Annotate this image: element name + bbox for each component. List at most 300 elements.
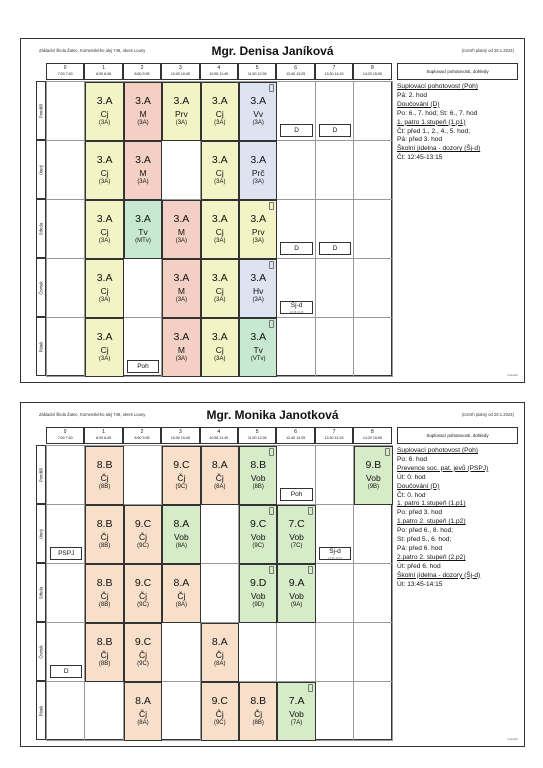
lesson-subject: Čj <box>138 709 147 719</box>
duty-detail: Pá: před 3. hod <box>397 136 443 144</box>
lesson-subject: Cj <box>215 227 224 237</box>
grid-cell <box>46 681 85 741</box>
side-panel <box>397 83 522 163</box>
day-label <box>36 445 46 504</box>
lesson-cell[interactable] <box>124 505 162 564</box>
period-header <box>46 63 84 80</box>
teacher-name: Mgr. Denisa Janíková <box>211 44 334 58</box>
lesson-cell[interactable] <box>201 682 239 741</box>
duty-marker[interactable] <box>280 124 312 137</box>
lesson-group: (3A) <box>175 120 188 126</box>
lesson-cell[interactable] <box>201 141 239 200</box>
lesson-cell[interactable] <box>239 82 277 141</box>
day-label <box>36 504 46 563</box>
duty-heading: Doučování (D) <box>397 482 440 490</box>
duty-heading: 1.patro 2. stupeň (1.p2) <box>397 518 466 526</box>
grid-cell <box>123 258 162 318</box>
lesson-cell[interactable] <box>162 259 200 318</box>
grid-cell <box>353 563 392 623</box>
lesson-cell[interactable] <box>124 141 162 200</box>
lesson-subject: Čj <box>177 473 186 483</box>
lesson-class: 9.C <box>211 695 228 707</box>
grid-cell <box>353 622 392 682</box>
brand-logo: bakaláři <box>507 737 518 741</box>
lesson-group: (7A) <box>290 720 303 726</box>
lesson-subject: Cj <box>215 168 224 178</box>
lesson-cell[interactable] <box>124 682 162 741</box>
lesson-cell[interactable] <box>162 505 200 564</box>
lesson-subject: Čj <box>100 532 109 542</box>
lesson-class: 3.A <box>173 213 190 225</box>
period-number: 5 <box>255 65 259 71</box>
duty-label: D <box>332 245 338 252</box>
grid-cell <box>353 317 392 377</box>
day-label <box>36 622 46 681</box>
lesson-subject: Cj <box>215 109 224 119</box>
lesson-subject: M <box>139 168 147 178</box>
validity-date: (rozvrh platný od 29.1.2024) <box>461 412 514 417</box>
duty-detail: Út: před 6. hod <box>397 562 441 570</box>
grid-cell <box>46 81 85 141</box>
lesson-class: 3.A <box>211 95 228 107</box>
lesson-cell[interactable] <box>124 82 162 141</box>
period-header <box>200 427 238 444</box>
grid-cell <box>46 258 85 318</box>
period-header <box>84 427 122 444</box>
lesson-subject: Hv <box>253 286 264 296</box>
lesson-group: (3A) <box>98 297 111 303</box>
period-time: 7:00 7:40 <box>57 436 73 440</box>
lesson-cell[interactable] <box>85 446 123 505</box>
period-number: 8 <box>370 65 374 71</box>
lesson-subject: Vob <box>250 532 266 542</box>
side-panel <box>397 447 522 590</box>
duty-detail: Pá: 2. hod <box>397 91 428 99</box>
timetable-card <box>20 402 525 747</box>
grid-cell <box>200 563 239 623</box>
lesson-subject: Čj <box>100 473 109 483</box>
duty-time: 12:45 13:15 <box>289 311 304 314</box>
lesson-class: 9.D <box>250 577 267 589</box>
timetable-header <box>21 403 524 427</box>
duty-detail: Čt: 12:45-13:15 <box>397 154 443 162</box>
lesson-cell[interactable] <box>124 623 162 682</box>
lesson-cell[interactable] <box>85 259 123 318</box>
lesson-subject: Cj <box>100 227 109 237</box>
lesson-group: (8A) <box>175 543 188 549</box>
grid-cell <box>200 504 239 564</box>
lesson-cell[interactable] <box>162 82 200 141</box>
lesson-group: (VTv) <box>250 356 266 362</box>
lesson-class: 9.A <box>288 577 305 589</box>
lesson-cell[interactable] <box>162 564 200 623</box>
period-header <box>238 63 276 80</box>
period-number: 7 <box>332 65 336 71</box>
validity-date: (rozvrh platný od 29.1.2024) <box>461 48 514 53</box>
lesson-cell[interactable] <box>277 505 315 564</box>
duty-label: Poh <box>137 363 149 370</box>
lesson-cell[interactable] <box>162 446 200 505</box>
grid-cell <box>315 681 354 741</box>
duty-marker[interactable] <box>280 488 312 501</box>
lesson-subject: Vob <box>250 473 266 483</box>
duty-heading: Doučování (D) <box>397 100 440 108</box>
lesson-class: 3.A <box>250 213 267 225</box>
school-name: Základní škola Žatec, Komenského alej 749, okres Louny <box>39 412 146 417</box>
lesson-class: 9.C <box>134 577 152 589</box>
duty-heading: 2.patro 2. stupeň (2.p2) <box>397 553 466 561</box>
period-number: 4 <box>217 429 221 435</box>
lesson-cell[interactable] <box>277 564 315 623</box>
day-label <box>36 81 46 140</box>
lesson-cell[interactable] <box>85 564 123 623</box>
lesson-class: 9.C <box>134 518 152 530</box>
grid-cell <box>276 317 315 377</box>
grid-cell <box>315 445 354 505</box>
lesson-cell[interactable] <box>85 141 123 200</box>
lesson-cell[interactable] <box>277 682 315 741</box>
duty-label: Poh <box>290 491 303 498</box>
grid-cell <box>315 258 354 318</box>
grid-cell <box>315 622 354 682</box>
lesson-class: 8.A <box>211 459 228 471</box>
day-name: Středa <box>38 222 44 235</box>
lesson-subject: Cj <box>100 109 109 119</box>
lesson-class: 3.A <box>96 95 113 107</box>
brand-logo: bakaláři <box>507 373 518 377</box>
lesson-subject: Čj <box>100 650 109 660</box>
lesson-subject: Cj <box>100 345 109 355</box>
duty-detail: Po: před 6., 8. hod; <box>397 527 454 535</box>
lesson-group: (9A) <box>290 602 303 608</box>
period-number: 5 <box>255 429 259 435</box>
duty-detail: Po: 6. hod <box>397 455 428 463</box>
duty-heading: Suplovací pohotovost (Poh) <box>397 83 479 90</box>
lesson-group: (3A) <box>252 238 264 244</box>
grid-cell <box>238 622 277 682</box>
day-name: Pondělí <box>38 103 44 118</box>
period-time: 14:20 15:05 <box>362 436 382 440</box>
lesson-group: (3A) <box>98 356 111 362</box>
lesson-group: (8A) <box>175 602 188 608</box>
duty-detail: Út: 13:45-14:15 <box>397 580 443 588</box>
grid-cell <box>353 681 392 741</box>
lesson-class: 8.B <box>96 518 113 530</box>
lesson-cell[interactable] <box>239 200 277 259</box>
period-header <box>200 63 238 80</box>
lesson-cell[interactable] <box>85 82 123 141</box>
lesson-class: 9.B <box>365 459 382 471</box>
lesson-group: (3A) <box>252 179 264 185</box>
lesson-subject: Cj <box>215 345 224 355</box>
timetable-header <box>21 39 524 63</box>
lesson-group: (9C) <box>137 543 149 549</box>
lesson-class: 3.A <box>135 95 151 107</box>
lesson-class: 3.A <box>135 213 151 225</box>
duty-heading: Suplovací pohotovost (Poh) <box>397 447 479 454</box>
duty-marker[interactable] <box>319 124 351 137</box>
lesson-class: 8.B <box>250 459 267 471</box>
pin-icon <box>269 261 274 269</box>
lesson-class: 3.A <box>96 272 113 284</box>
lesson-class: 3.A <box>250 272 267 284</box>
duty-heading: Školní jídelna - dozory (Šj-d) <box>397 571 481 579</box>
lesson-group: (3A) <box>214 356 226 362</box>
grid-cell <box>161 140 200 200</box>
lesson-subject: Čj <box>138 650 147 660</box>
duty-label: D <box>294 245 299 252</box>
lesson-group: (3A) <box>175 356 188 362</box>
period-time: 13:30 14:15 <box>324 72 344 76</box>
lesson-cell[interactable] <box>162 200 200 259</box>
duty-label: D <box>332 127 338 134</box>
lesson-cell[interactable] <box>85 318 123 377</box>
lesson-group: (9C) <box>137 661 149 667</box>
period-header <box>161 427 199 444</box>
lesson-cell[interactable] <box>239 682 277 741</box>
pin-icon <box>385 448 390 456</box>
duty-detail: Pá: před 6. hod <box>397 544 443 552</box>
lesson-group: (8B) <box>98 661 111 667</box>
pin-icon <box>308 566 313 574</box>
lesson-cell[interactable] <box>201 446 239 505</box>
lesson-class: 3.A <box>173 95 190 107</box>
lesson-subject: Vob <box>250 591 266 601</box>
pin-icon <box>269 566 274 574</box>
day-name: Pátek <box>38 341 44 352</box>
duty-marker[interactable] <box>50 665 82 678</box>
lesson-class: 7.A <box>288 695 305 707</box>
lesson-subject: Čj <box>138 591 147 601</box>
lesson-cell[interactable] <box>124 564 162 623</box>
lesson-group: (3A) <box>137 120 149 126</box>
lesson-subject: Čj <box>215 709 224 719</box>
lesson-group: (3A) <box>214 297 226 303</box>
period-time: 10:00 10:45 <box>170 436 190 440</box>
lesson-class: 8.A <box>211 636 228 648</box>
duty-detail: Po: 6., 7. hod; St: 6., 7. hod <box>397 109 478 117</box>
period-header <box>84 63 122 80</box>
grid-cell <box>276 622 315 682</box>
lesson-group: (9C) <box>213 720 226 726</box>
day-label <box>36 563 46 622</box>
period-time: 8:00 8:45 <box>96 72 112 76</box>
period-header <box>353 427 391 444</box>
duty-marker[interactable] <box>319 547 351 560</box>
lesson-subject: Čj <box>215 650 224 660</box>
lesson-class: 8.B <box>96 636 113 648</box>
side-panel-header: Suplovací pohotovosti, dohledy <box>397 63 518 80</box>
lesson-cell[interactable] <box>85 200 123 259</box>
lesson-class: 3.A <box>250 95 267 107</box>
day-name: Pátek <box>38 705 44 716</box>
duty-heading: 1. patro 1.stupeň (1.p1) <box>397 118 466 126</box>
period-time: 14:20 15:05 <box>362 72 382 76</box>
period-header <box>46 427 84 444</box>
day-name: Čtvrtek <box>38 280 44 295</box>
lesson-class: 8.A <box>173 577 190 589</box>
lesson-cell[interactable] <box>201 259 239 318</box>
period-time: 12:40 13:25 <box>286 72 306 76</box>
lesson-class: 9.C <box>250 518 267 530</box>
lesson-subject: Čj <box>100 591 109 601</box>
lesson-cell[interactable] <box>239 446 277 505</box>
period-time: 11:50 12:35 <box>247 72 267 76</box>
lesson-subject: Cj <box>215 286 224 296</box>
lesson-cell[interactable] <box>239 318 277 377</box>
lesson-group: (7C) <box>290 543 303 549</box>
lesson-subject: Čj <box>254 709 263 719</box>
duty-heading: Školní jídelna - dozory (Šj-d) <box>397 145 481 153</box>
period-time: 10:55 11:40 <box>209 436 229 440</box>
lesson-cell[interactable] <box>124 200 162 259</box>
period-time: 13:30 14:15 <box>324 436 344 440</box>
lesson-cell[interactable] <box>201 200 239 259</box>
lesson-cell[interactable] <box>201 623 239 682</box>
period-header <box>353 63 391 80</box>
day-label <box>36 681 46 740</box>
period-number: 6 <box>294 65 297 71</box>
period-header <box>238 427 276 444</box>
lesson-subject: Vob <box>366 473 381 483</box>
lesson-subject: Prč <box>251 168 265 178</box>
period-number: 1 <box>102 429 105 435</box>
period-time: 8:00 8:45 <box>96 436 112 440</box>
grid-cell <box>353 81 392 141</box>
period-header <box>315 63 353 80</box>
pin-icon <box>308 684 313 692</box>
period-number: 4 <box>217 65 221 71</box>
period-number: 1 <box>102 65 105 71</box>
lesson-subject: Čj <box>138 532 147 542</box>
lesson-cell[interactable] <box>85 623 123 682</box>
lesson-class: 3.A <box>211 331 228 343</box>
grid-cell <box>161 681 200 741</box>
side-panel-header: Suplovací pohotovosti, dohledy <box>397 427 518 444</box>
lesson-group: (8A) <box>214 661 226 667</box>
lesson-class: 3.A <box>135 154 151 166</box>
duty-heading: Prevence soc. pat. jevů (PSPJ) <box>397 464 489 472</box>
lesson-class: 9.C <box>134 636 152 648</box>
lesson-group: (3A) <box>98 179 111 185</box>
grid-cell <box>315 140 354 200</box>
grid-cell <box>46 317 85 377</box>
lesson-subject: Vob <box>174 532 189 542</box>
lesson-cell[interactable] <box>85 505 123 564</box>
lesson-subject: M <box>177 286 185 296</box>
duty-label: D <box>63 668 69 675</box>
lesson-subject: Vob <box>289 532 304 542</box>
period-number: 3 <box>178 429 182 435</box>
duty-detail: St: před 5., 6. hod; <box>397 536 452 544</box>
lesson-class: 3.A <box>96 331 113 343</box>
teacher-name: Mgr. Monika Janotková <box>206 408 339 422</box>
grid-cell <box>353 199 392 259</box>
day-label <box>36 199 46 258</box>
lesson-class: 7.C <box>288 518 305 530</box>
lesson-cell[interactable] <box>239 141 277 200</box>
lesson-group: (3A) <box>98 120 111 126</box>
period-time: 12:40 13:25 <box>286 436 306 440</box>
duty-heading: 1. patro 1.stupeň (1.p1) <box>397 500 466 508</box>
lesson-subject: Čj <box>215 473 224 483</box>
period-number: 2 <box>140 429 144 435</box>
period-header <box>123 427 161 444</box>
duty-label: PSPJ <box>58 550 75 557</box>
duty-marker[interactable] <box>50 547 82 560</box>
lesson-class: 8.B <box>250 695 267 707</box>
period-time: 11:50 12:35 <box>247 436 267 440</box>
lesson-cell[interactable] <box>239 505 277 564</box>
lesson-cell[interactable] <box>201 318 239 377</box>
lesson-cell[interactable] <box>239 259 277 318</box>
duty-detail: Po: před 3. hod <box>397 509 443 517</box>
grid-cell <box>46 140 85 200</box>
duty-marker[interactable] <box>319 242 351 255</box>
lesson-group: (8B) <box>252 720 264 726</box>
lesson-group: (8A) <box>137 720 149 726</box>
lesson-class: 8.A <box>173 518 190 530</box>
duty-detail: Út: 0. hod <box>397 473 426 481</box>
period-header <box>161 63 199 80</box>
period-header <box>315 427 353 444</box>
lesson-subject: Vob <box>289 591 304 601</box>
lesson-subject: Čj <box>177 591 186 601</box>
period-time: 8:50 9:35 <box>134 436 150 440</box>
lesson-class: 3.A <box>173 272 190 284</box>
lesson-group: (3A) <box>214 179 226 185</box>
lesson-class: 3.A <box>96 154 113 166</box>
duty-marker[interactable] <box>127 360 159 373</box>
lesson-class: 8.B <box>96 577 113 589</box>
timetable-grid <box>46 445 392 740</box>
period-time: 7:00 7:40 <box>57 72 73 76</box>
lesson-subject: Tv <box>138 227 148 237</box>
lesson-cell[interactable] <box>162 318 200 377</box>
period-header <box>276 63 314 80</box>
lesson-subject: Tv <box>253 345 263 355</box>
timetable-card <box>20 38 525 383</box>
lesson-group: (MTv) <box>135 238 151 244</box>
duty-marker[interactable] <box>280 301 312 314</box>
day-name: Pondělí <box>38 467 44 482</box>
grid-cell <box>46 445 85 505</box>
pin-icon <box>269 202 274 210</box>
lesson-group: (8A) <box>214 484 226 490</box>
lesson-class: 3.A <box>211 272 228 284</box>
duty-marker[interactable] <box>280 242 312 255</box>
grid-cell <box>353 140 392 200</box>
period-number: 3 <box>178 65 182 71</box>
pin-icon <box>269 320 274 328</box>
lesson-subject: Vob <box>289 709 304 719</box>
grid-cell <box>84 681 123 741</box>
duty-detail: Čt: 0. hod <box>397 491 426 499</box>
lesson-group: (9C) <box>137 602 149 608</box>
period-number: 0 <box>63 429 67 435</box>
lesson-cell[interactable] <box>201 82 239 141</box>
pin-icon <box>308 507 313 515</box>
lesson-group: (3A) <box>175 238 188 244</box>
day-label <box>36 140 46 199</box>
lesson-subject: Cj <box>100 168 109 178</box>
lesson-class: 9.C <box>173 459 190 471</box>
lesson-cell[interactable] <box>239 564 277 623</box>
lesson-cell[interactable] <box>354 446 392 505</box>
period-time: 8:50 9:35 <box>134 72 150 76</box>
duty-time: 13:45 14:15 <box>328 557 342 560</box>
grid-cell <box>276 140 315 200</box>
